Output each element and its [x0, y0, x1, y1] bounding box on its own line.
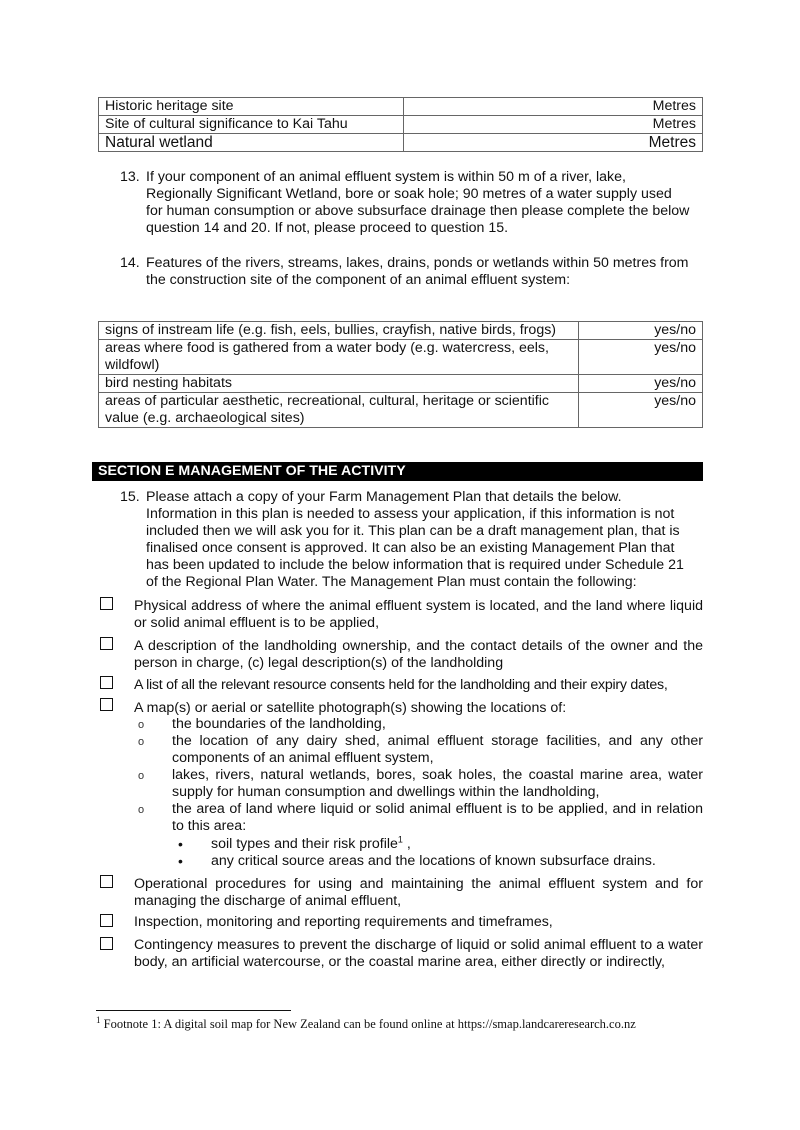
metres-field[interactable]: Metres [404, 116, 703, 134]
bullet-icon: • [178, 836, 183, 852]
question-14 [120, 255, 690, 289]
question-13 [120, 169, 690, 237]
checkbox-map[interactable] [100, 698, 113, 711]
area-bullet: soil types and their risk profile$^1$ , [211, 834, 411, 852]
checkbox-physical-address[interactable] [100, 597, 113, 610]
table-row [99, 393, 703, 428]
feature-label: signs of instream life (e.g. fish, eels, bullies, crayfish, native birds, frogs) [99, 322, 579, 340]
circle-bullet-icon: o [138, 719, 145, 731]
feature-label: areas where food is gathered from a water body (e.g. watercress, eels, wildfowl) [99, 340, 579, 375]
metres-field[interactable]: Metres [404, 98, 703, 116]
circle-bullet-icon: o [138, 804, 145, 816]
distance-table [98, 97, 703, 152]
checklist-item: Physical address of where the animal effluent system is located, and the land where liquid or solid animal effluent is to be applied, [134, 598, 703, 631]
footnote-marker: 1 [96, 1014, 101, 1025]
map-subitem: the location of any dairy shed, animal effluent storage facilities, and any other components of an animal effluent system, [172, 733, 703, 766]
map-subitem: the area of land where liquid or solid animal effluent is to be applied, and in relation to this area: [172, 801, 703, 834]
bullet-icon: • [178, 853, 183, 869]
row-label: Site of cultural significance to Kai Tahu [99, 116, 404, 134]
checklist-item: A description of the landholding ownership, and the contact details of the owner and the person in charge, (c) legal description(s) of the landholding [134, 638, 703, 671]
checklist-item: Inspection, monitoring and reporting requirements and timeframes, [134, 914, 553, 930]
question-number: 15. [120, 489, 140, 505]
question-text: Please attach a copy of your Farm Management Plan that details the below. Information in this plan is needed to assess your application, if this information is not included then we will ask you for it. This plan can be a draft management plan, that is finalised once consent is approved. It can also be an existing Management Plan that has been updated to include the below information that is required under Schedule 21 of the Regional Plan Water. The Management Plan must contain the following: [146, 489, 684, 590]
question-number: 14. [120, 255, 140, 271]
area-bullet: any critical source areas and the locations of known subsurface drains. [211, 853, 656, 869]
map-subitem: lakes, rivers, natural wetlands, bores, soak holes, the coastal marine area, water supply for human consumption and dwellings within the landholding, [172, 767, 703, 800]
checkbox-contingency-measures[interactable] [100, 937, 113, 950]
feature-label: bird nesting habitats [99, 375, 579, 393]
features-table [98, 321, 703, 428]
table-row [99, 134, 703, 152]
row-label: Historic heritage site [99, 98, 404, 116]
yes-no-field[interactable]: yes/no [579, 393, 703, 428]
checkbox-resource-consents[interactable] [100, 676, 113, 689]
checkbox-landholding-ownership[interactable] [100, 637, 113, 650]
question-15 [120, 489, 690, 591]
yes-no-field[interactable]: yes/no [579, 375, 703, 393]
row-label: Natural wetland [99, 134, 404, 152]
checkbox-operational-procedures[interactable] [100, 875, 113, 888]
checkbox-inspection-monitoring[interactable] [100, 914, 113, 927]
question-text: Features of the rivers, streams, lakes, drains, ponds or wetlands within 50 metres from the construction site of the component of an animal effluent system: [146, 255, 689, 288]
yes-no-field[interactable]: yes/no [579, 340, 703, 375]
footnote-text: Footnote 1: A digital soil map for New Zealand can be found online at https://smap.landcareresearch.co.nz [100, 1017, 636, 1031]
map-subitem: the boundaries of the landholding, [172, 716, 386, 732]
checklist-item: A map(s) or aerial or satellite photograph(s) showing the locations of: [134, 700, 567, 716]
metres-field[interactable]: Metres [404, 134, 703, 152]
circle-bullet-icon: o [138, 736, 145, 748]
question-number: 13. [120, 169, 140, 185]
feature-label: areas of particular aesthetic, recreational, cultural, heritage or scientific value (e.g. archaeological sites) [99, 393, 579, 428]
table-row [99, 98, 703, 116]
table-row [99, 375, 703, 393]
table-row [99, 322, 703, 340]
question-text: If your component of an animal effluent system is within 50 m of a river, lake, Regionally Significant Wetland, bore or soak hole; 90 metres of a water supply used for human consumption or above subsurface drainage then please complete the below question 14 and 20. If not, please proceed to question 15. [146, 169, 690, 236]
footnote-ref[interactable]: 1 [397, 834, 403, 845]
table-row [99, 340, 703, 375]
checklist-item: Operational procedures for using and maintaining the animal effluent system and for managing the discharge of animal effluent, [134, 876, 703, 909]
footnote-divider [96, 1010, 291, 1011]
footnote [96, 1014, 636, 1032]
section-e-header: SECTION E MANAGEMENT OF THE ACTIVITY [92, 462, 703, 481]
circle-bullet-icon: o [138, 770, 145, 782]
checklist-item: A list of all the relevant resource consents held for the landholding and their expiry dates, [134, 677, 668, 693]
table-row [99, 116, 703, 134]
checklist-item: Contingency measures to prevent the discharge of liquid or solid animal effluent to a water body, an artificial watercourse, or the coastal marine area, either directly or indirectly, [134, 937, 703, 970]
yes-no-field[interactable]: yes/no [579, 322, 703, 340]
